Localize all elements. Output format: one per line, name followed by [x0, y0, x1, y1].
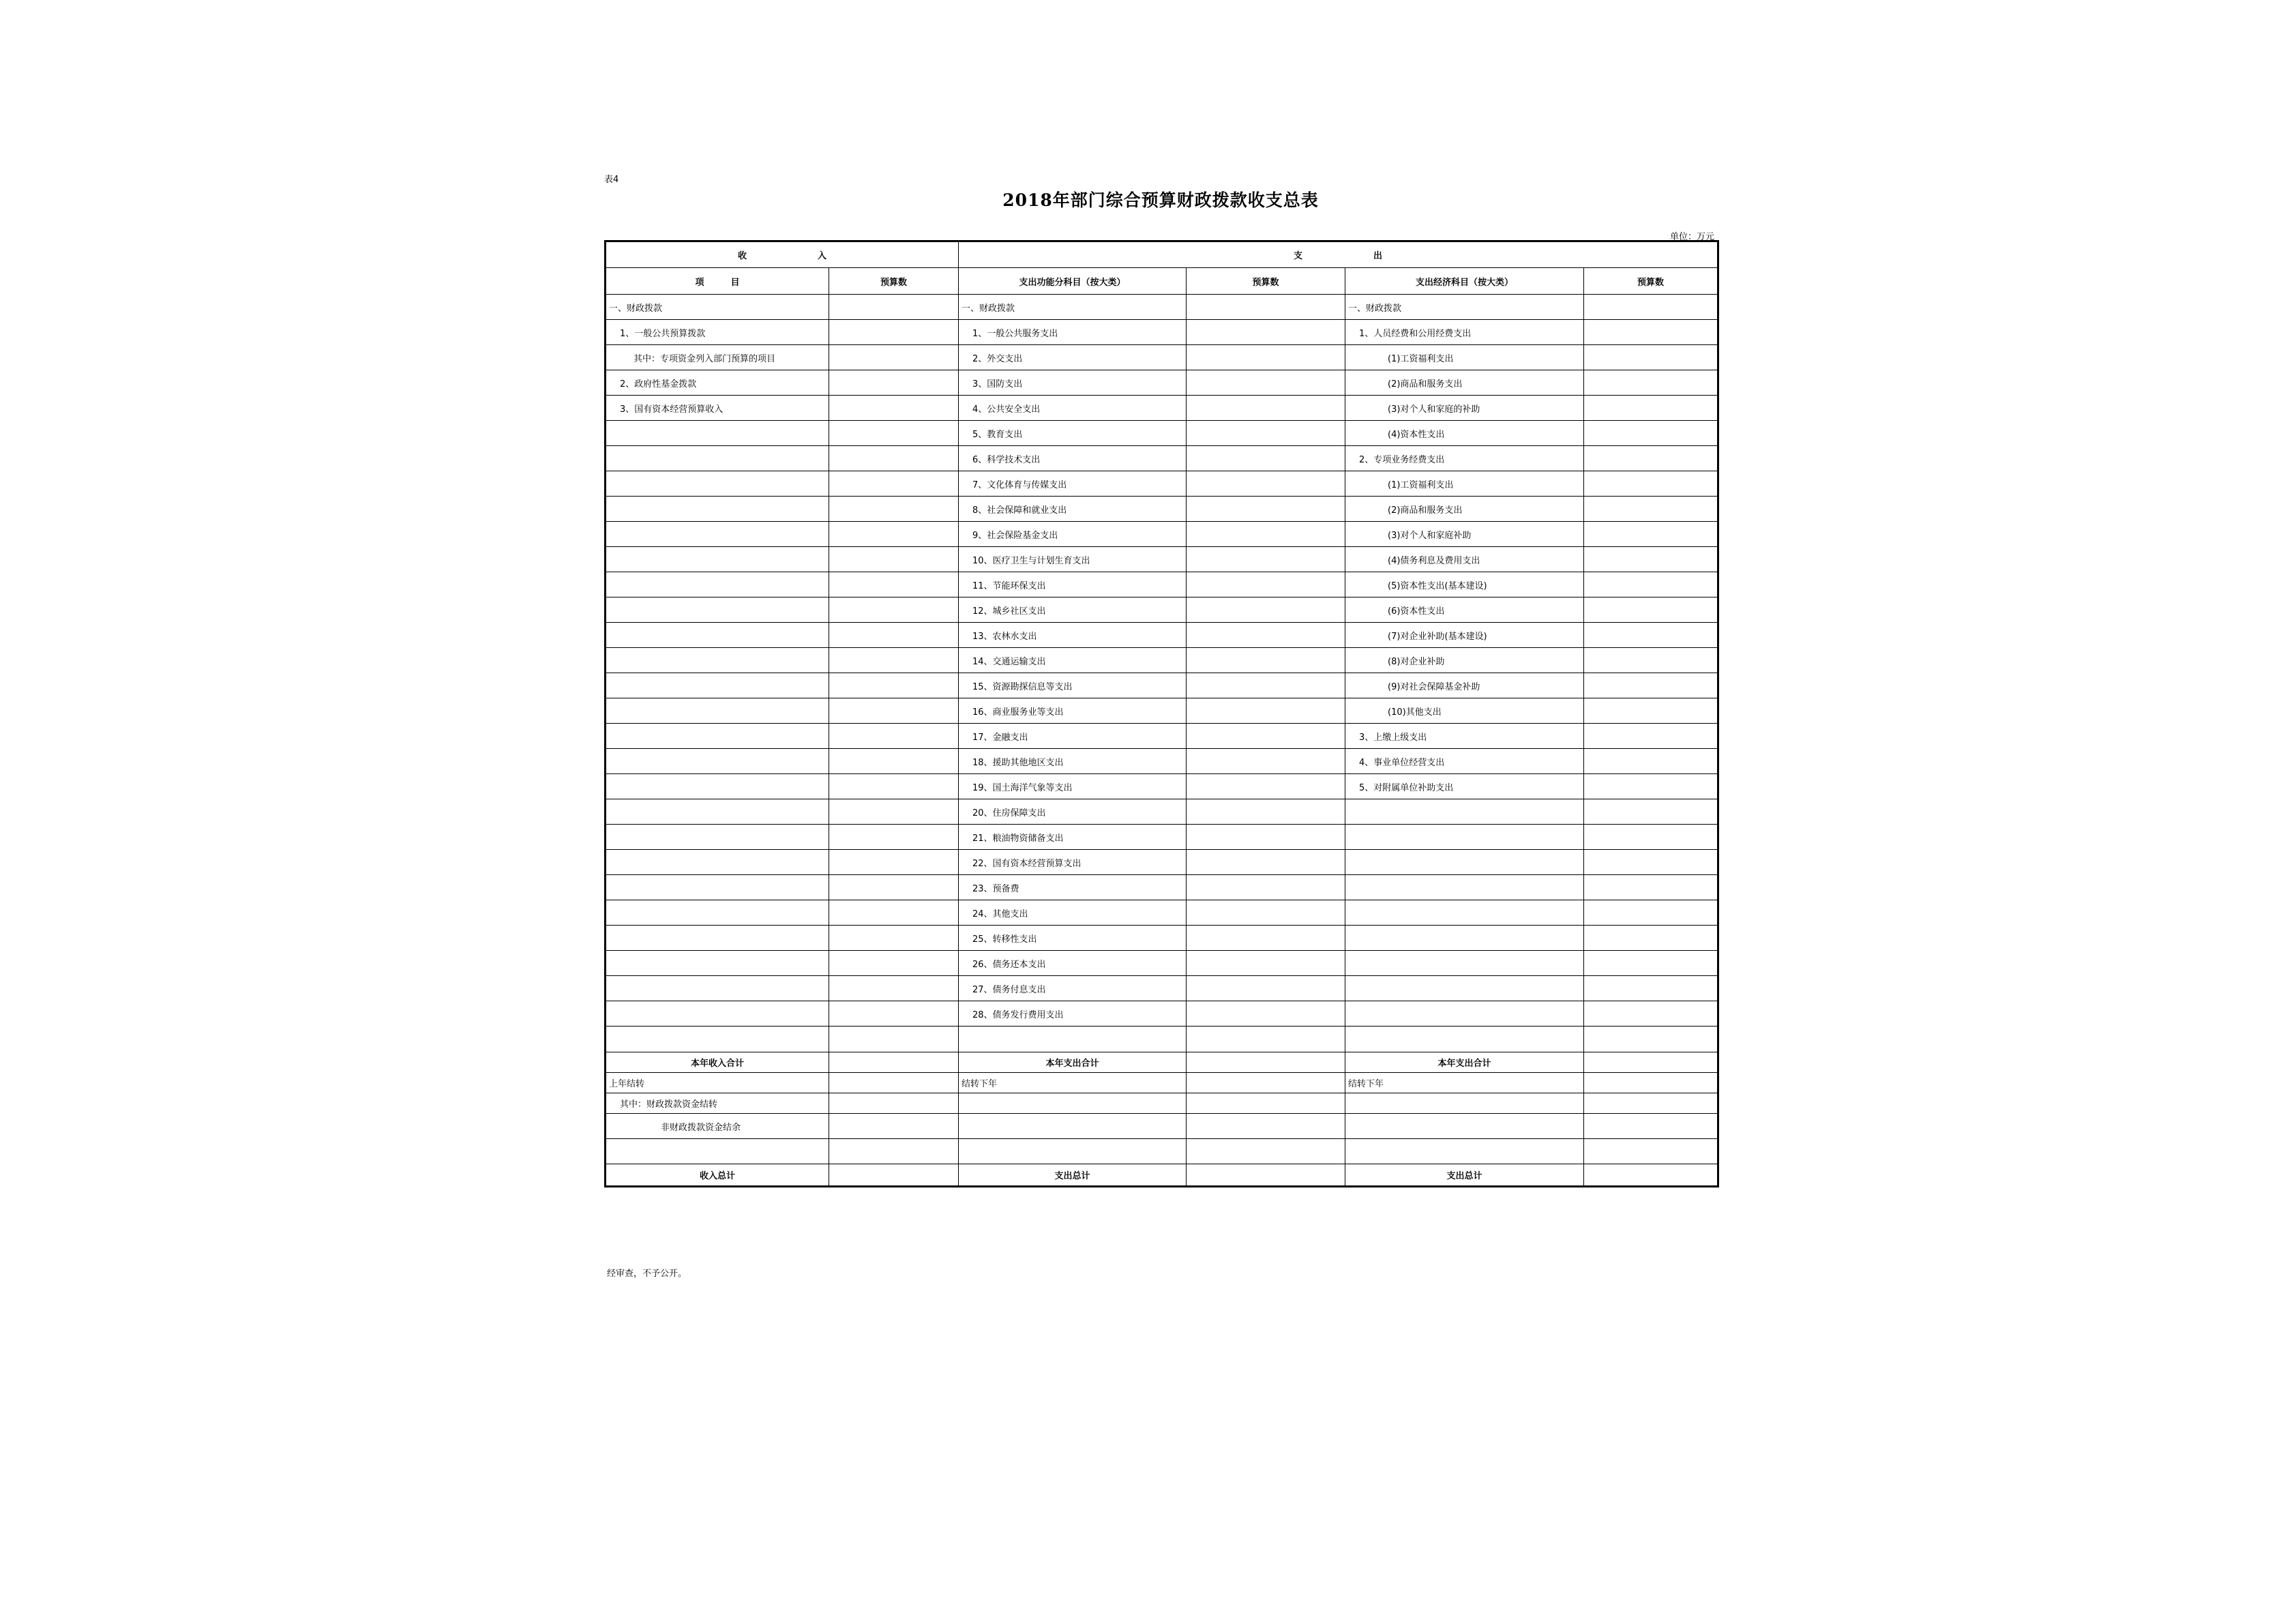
function-item-cell: 13、农林水支出: [959, 623, 1187, 648]
income-section-header: 收 入: [606, 241, 959, 268]
economic-item-cell: (5)资本性支出(基本建设): [1345, 572, 1584, 597]
income-item-cell: [606, 774, 829, 799]
economic-budget-cell: [1584, 875, 1718, 900]
table-number: 表4: [604, 175, 619, 185]
blank-cell: [1187, 1114, 1345, 1139]
function-item-cell: 6、科学技术支出: [959, 446, 1187, 471]
function-budget-cell: [1187, 976, 1345, 1001]
page-title: 2018年部门综合预算财政拨款收支总表: [1002, 190, 1319, 210]
income-item-cell: [606, 926, 829, 951]
function-budget-cell: [1187, 396, 1345, 421]
economic-budget-cell: [1584, 774, 1718, 799]
function-item-cell: 24、其他支出: [959, 900, 1187, 926]
budget-table: [604, 240, 1719, 1187]
income-item-cell: [606, 976, 829, 1001]
economic-budget-cell: [1584, 799, 1718, 825]
table-row: [606, 320, 1718, 345]
function-budget-cell: [1187, 345, 1345, 370]
income-item-cell: [606, 724, 829, 749]
economic-item-cell: [1345, 976, 1584, 1001]
economic-item-cell: (2)商品和服务支出: [1345, 370, 1584, 396]
table-row: [606, 875, 1718, 900]
economic-next-year-carry-value: [1584, 1073, 1718, 1093]
function-budget-cell: [1187, 295, 1345, 320]
table-row: [606, 673, 1718, 698]
table-row: [606, 522, 1718, 547]
economic-grand-total-value: [1584, 1164, 1718, 1187]
income-item-cell: [606, 673, 829, 698]
income-budget-cell: [829, 1027, 959, 1052]
non-fiscal-balance-label: 非财政拨款资金结余: [606, 1114, 829, 1139]
function-item-cell: 28、债务发行费用支出: [959, 1001, 1187, 1027]
income-item-cell: 3、国有资本经营预算收入: [606, 396, 829, 421]
function-budget-cell: [1187, 1001, 1345, 1027]
income-annual-total-label: 本年收入合计: [606, 1052, 829, 1073]
function-budget-cell: [1187, 320, 1345, 345]
fiscal-carry-value: [829, 1093, 959, 1114]
income-budget-cell: [829, 1001, 959, 1027]
function-item-cell: 23、预备费: [959, 875, 1187, 900]
economic-item-cell: [1345, 951, 1584, 976]
income-item-cell: 一、财政拨款: [606, 295, 829, 320]
economic-item-cell: (1)工资福利支出: [1345, 345, 1584, 370]
economic-item-cell: [1345, 926, 1584, 951]
economic-budget-cell: [1584, 421, 1718, 446]
function-next-year-carry-value: [1187, 1073, 1345, 1093]
economic-item-cell: [1345, 799, 1584, 825]
blank-cell: [1345, 1139, 1584, 1164]
function-item-cell: 27、债务付息支出: [959, 976, 1187, 1001]
blank-cell: [1584, 1114, 1718, 1139]
function-budget-cell: [1187, 698, 1345, 724]
function-item-cell: 1、一般公共服务支出: [959, 320, 1187, 345]
income-item-cell: [606, 799, 829, 825]
economic-budget-cell: [1584, 623, 1718, 648]
income-item-cell: [606, 698, 829, 724]
income-budget-cell: [829, 421, 959, 446]
blank-cell: [1345, 1114, 1584, 1139]
income-budget-cell: [829, 572, 959, 597]
function-budget-cell: [1187, 799, 1345, 825]
blank-cell: [959, 1139, 1187, 1164]
section-header-row: [606, 241, 1718, 268]
table-row: [606, 724, 1718, 749]
function-budget-cell: [1187, 522, 1345, 547]
economic-item-cell: 2、专项业务经费支出: [1345, 446, 1584, 471]
function-item-cell: 7、文化体育与传媒支出: [959, 471, 1187, 497]
economic-budget-cell: [1584, 900, 1718, 926]
table-row: [606, 926, 1718, 951]
economic-budget-cell: [1584, 1001, 1718, 1027]
economic-budget-cell: [1584, 976, 1718, 1001]
economic-item-cell: (3)对个人和家庭补助: [1345, 522, 1584, 547]
economic-budget-cell: [1584, 724, 1718, 749]
income-item-cell: [606, 648, 829, 673]
function-item-cell: 5、教育支出: [959, 421, 1187, 446]
economic-next-year-carry-label: 结转下年: [1345, 1073, 1584, 1093]
economic-item-cell: 3、上缴上级支出: [1345, 724, 1584, 749]
income-budget-cell: [829, 471, 959, 497]
function-budget-cell: [1187, 446, 1345, 471]
function-item-cell: 11、节能环保支出: [959, 572, 1187, 597]
income-budget-cell: [829, 345, 959, 370]
function-item-cell: 21、粮油物资储备支出: [959, 825, 1187, 850]
economic-budget-cell: [1584, 396, 1718, 421]
economic-budget-cell: [1584, 673, 1718, 698]
economic-budget-cell: [1584, 572, 1718, 597]
function-item-cell: 4、公共安全支出: [959, 396, 1187, 421]
economic-budget-cell: [1584, 345, 1718, 370]
economic-item-cell: 一、财政拨款: [1345, 295, 1584, 320]
footnote: 经审查，不予公开。: [607, 1269, 687, 1279]
expense-section-header: 支 出: [959, 241, 1718, 268]
function-item-cell: 18、援助其他地区支出: [959, 749, 1187, 774]
income-item-cell: [606, 951, 829, 976]
income-grand-total-label: 收入总计: [606, 1164, 829, 1187]
economic-item-cell: [1345, 825, 1584, 850]
function-item-cell: 26、债务还本支出: [959, 951, 1187, 976]
economic-item-cell: (4)债务利息及费用支出: [1345, 547, 1584, 572]
table-row: [606, 648, 1718, 673]
function-budget-cell: [1187, 623, 1345, 648]
income-item-cell: 1、一般公共预算拨款: [606, 320, 829, 345]
income-item-cell: [606, 471, 829, 497]
blank-cell: [959, 1093, 1187, 1114]
prev-year-carry-value: [829, 1073, 959, 1093]
function-grand-total-value: [1187, 1164, 1345, 1187]
unit-label: 单位：万元: [1669, 232, 1714, 242]
income-budget-cell: [829, 850, 959, 875]
economic-budget-cell: [1584, 1027, 1718, 1052]
economic-budget-cell: [1584, 547, 1718, 572]
col-header-economic-item: 支出经济科目（按大类）: [1345, 268, 1584, 295]
economic-budget-cell: [1584, 295, 1718, 320]
function-item-cell: 22、国有资本经营预算支出: [959, 850, 1187, 875]
economic-item-cell: (6)资本性支出: [1345, 597, 1584, 623]
grand-total-row: [606, 1164, 1718, 1187]
economic-item-cell: (4)资本性支出: [1345, 421, 1584, 446]
income-item-cell: [606, 875, 829, 900]
income-budget-cell: [829, 623, 959, 648]
income-item-cell: 其中：专项资金列入部门预算的项目: [606, 345, 829, 370]
function-budget-cell: [1187, 926, 1345, 951]
income-budget-cell: [829, 875, 959, 900]
blank-cell: [1584, 1093, 1718, 1114]
economic-budget-cell: [1584, 471, 1718, 497]
function-budget-cell: [1187, 1027, 1345, 1052]
function-budget-cell: [1187, 471, 1345, 497]
prev-year-carry-label: 上年结转: [606, 1073, 829, 1093]
table-row: [606, 547, 1718, 572]
economic-budget-cell: [1584, 951, 1718, 976]
table-row: [606, 749, 1718, 774]
income-budget-cell: [829, 295, 959, 320]
function-item-cell: 10、医疗卫生与计划生育支出: [959, 547, 1187, 572]
function-item-cell: 9、社会保险基金支出: [959, 522, 1187, 547]
table-row: [606, 850, 1718, 875]
income-item-cell: [606, 547, 829, 572]
income-annual-total-value: [829, 1052, 959, 1073]
income-budget-cell: [829, 900, 959, 926]
income-budget-cell: [829, 446, 959, 471]
economic-budget-cell: [1584, 926, 1718, 951]
function-budget-cell: [1187, 497, 1345, 522]
economic-item-cell: 5、对附属单位补助支出: [1345, 774, 1584, 799]
carry-over-row: [606, 1073, 1718, 1093]
income-item-cell: [606, 825, 829, 850]
table-row: [606, 799, 1718, 825]
economic-budget-cell: [1584, 648, 1718, 673]
income-budget-cell: [829, 320, 959, 345]
income-budget-cell: [829, 724, 959, 749]
economic-item-cell: (2)商品和服务支出: [1345, 497, 1584, 522]
table-row: [606, 421, 1718, 446]
income-budget-cell: [829, 698, 959, 724]
function-item-cell: 2、外交支出: [959, 345, 1187, 370]
income-budget-cell: [829, 825, 959, 850]
table-row: [606, 370, 1718, 396]
economic-budget-cell: [1584, 370, 1718, 396]
function-annual-total-label: 本年支出合计: [959, 1052, 1187, 1073]
function-budget-cell: [1187, 724, 1345, 749]
table-row: [606, 1001, 1718, 1027]
economic-budget-cell: [1584, 825, 1718, 850]
blank-cell: [1584, 1139, 1718, 1164]
function-item-cell: 12、城乡社区支出: [959, 597, 1187, 623]
economic-item-cell: (8)对企业补助: [1345, 648, 1584, 673]
function-budget-cell: [1187, 673, 1345, 698]
economic-item-cell: [1345, 1001, 1584, 1027]
economic-item-cell: [1345, 875, 1584, 900]
table-row: [606, 951, 1718, 976]
function-budget-cell: [1187, 850, 1345, 875]
income-item-cell: 2、政府性基金拨款: [606, 370, 829, 396]
economic-item-cell: [1345, 850, 1584, 875]
income-budget-cell: [829, 951, 959, 976]
economic-annual-total-label: 本年支出合计: [1345, 1052, 1584, 1073]
economic-annual-total-value: [1584, 1052, 1718, 1073]
economic-budget-cell: [1584, 320, 1718, 345]
blank-cell: [606, 1139, 829, 1164]
economic-item-cell: [1345, 900, 1584, 926]
economic-budget-cell: [1584, 698, 1718, 724]
col-header-income-item: 项 目: [606, 268, 829, 295]
function-budget-cell: [1187, 648, 1345, 673]
table-row: [606, 976, 1718, 1001]
economic-budget-cell: [1584, 850, 1718, 875]
income-grand-total-value: [829, 1164, 959, 1187]
economic-budget-cell: [1584, 446, 1718, 471]
economic-item-cell: (3)对个人和家庭的补助: [1345, 396, 1584, 421]
function-budget-cell: [1187, 370, 1345, 396]
income-budget-cell: [829, 547, 959, 572]
income-budget-cell: [829, 673, 959, 698]
income-budget-cell: [829, 396, 959, 421]
income-item-cell: [606, 623, 829, 648]
function-annual-total-value: [1187, 1052, 1345, 1073]
economic-budget-cell: [1584, 522, 1718, 547]
blank-row: [606, 1139, 1718, 1164]
income-budget-cell: [829, 926, 959, 951]
blank-cell: [1187, 1093, 1345, 1114]
non-fiscal-balance-value: [829, 1114, 959, 1139]
table-row: [606, 396, 1718, 421]
function-budget-cell: [1187, 774, 1345, 799]
economic-item-cell: 1、人员经费和公用经费支出: [1345, 320, 1584, 345]
function-next-year-carry-label: 结转下年: [959, 1073, 1187, 1093]
table-row: [606, 698, 1718, 724]
table-row: [606, 471, 1718, 497]
income-budget-cell: [829, 597, 959, 623]
table-row: [606, 900, 1718, 926]
economic-item-cell: [1345, 1027, 1584, 1052]
income-item-cell: [606, 1001, 829, 1027]
economic-budget-cell: [1584, 597, 1718, 623]
function-item-cell: 3、国防支出: [959, 370, 1187, 396]
function-grand-total-label: 支出总计: [959, 1164, 1187, 1187]
col-header-economic-budget: 预算数: [1584, 268, 1718, 295]
income-item-cell: [606, 597, 829, 623]
income-item-cell: [606, 522, 829, 547]
function-budget-cell: [1187, 900, 1345, 926]
income-item-cell: [606, 421, 829, 446]
function-budget-cell: [1187, 547, 1345, 572]
blank-cell: [1187, 1139, 1345, 1164]
income-budget-cell: [829, 522, 959, 547]
economic-item-cell: (1)工资福利支出: [1345, 471, 1584, 497]
blank-cell: [959, 1114, 1187, 1139]
function-item-cell: 16、商业服务业等支出: [959, 698, 1187, 724]
table-row: [606, 497, 1718, 522]
fiscal-carry-label: 其中：财政拨款资金结转: [606, 1093, 829, 1114]
carry-detail-row: [606, 1114, 1718, 1139]
function-item-cell: 14、交通运输支出: [959, 648, 1187, 673]
table-row: [606, 825, 1718, 850]
function-item-cell: 15、资源勘探信息等支出: [959, 673, 1187, 698]
function-budget-cell: [1187, 875, 1345, 900]
income-item-cell: [606, 497, 829, 522]
table-row: [606, 446, 1718, 471]
income-budget-cell: [829, 976, 959, 1001]
function-item-cell: 19、国土海洋气象等支出: [959, 774, 1187, 799]
table-row: [606, 345, 1718, 370]
income-item-cell: [606, 850, 829, 875]
table-row: [606, 774, 1718, 799]
income-budget-cell: [829, 497, 959, 522]
function-budget-cell: [1187, 597, 1345, 623]
economic-grand-total-label: 支出总计: [1345, 1164, 1584, 1187]
function-budget-cell: [1187, 421, 1345, 446]
income-budget-cell: [829, 774, 959, 799]
economic-item-cell: (10)其他支出: [1345, 698, 1584, 724]
table-row: [606, 1027, 1718, 1052]
income-item-cell: [606, 572, 829, 597]
economic-item-cell: (9)对社会保障基金补助: [1345, 673, 1584, 698]
table-row: [606, 572, 1718, 597]
blank-cell: [829, 1139, 959, 1164]
function-item-cell: 8、社会保障和就业支出: [959, 497, 1187, 522]
annual-total-row: [606, 1052, 1718, 1073]
function-budget-cell: [1187, 749, 1345, 774]
income-item-cell: [606, 1027, 829, 1052]
economic-item-cell: 4、事业单位经营支出: [1345, 749, 1584, 774]
income-budget-cell: [829, 648, 959, 673]
income-item-cell: [606, 900, 829, 926]
function-budget-cell: [1187, 572, 1345, 597]
function-item-cell: 17、金融支出: [959, 724, 1187, 749]
function-item-cell: [959, 1027, 1187, 1052]
table-row: [606, 597, 1718, 623]
function-item-cell: 一、财政拨款: [959, 295, 1187, 320]
economic-budget-cell: [1584, 749, 1718, 774]
function-budget-cell: [1187, 825, 1345, 850]
function-item-cell: 25、转移性支出: [959, 926, 1187, 951]
function-item-cell: 20、住房保障支出: [959, 799, 1187, 825]
col-header-function-item: 支出功能分科目（按大类）: [959, 268, 1187, 295]
income-item-cell: [606, 446, 829, 471]
column-header-row: [606, 268, 1718, 295]
economic-item-cell: (7)对企业补助(基本建设): [1345, 623, 1584, 648]
blank-cell: [1345, 1093, 1584, 1114]
budget-table-body: [606, 241, 1718, 1187]
income-budget-cell: [829, 799, 959, 825]
col-header-income-budget: 预算数: [829, 268, 959, 295]
income-budget-cell: [829, 749, 959, 774]
income-budget-cell: [829, 370, 959, 396]
carry-detail-row: [606, 1093, 1718, 1114]
table-row: [606, 623, 1718, 648]
economic-budget-cell: [1584, 497, 1718, 522]
function-budget-cell: [1187, 951, 1345, 976]
col-header-function-budget: 预算数: [1187, 268, 1345, 295]
income-item-cell: [606, 749, 829, 774]
table-row: [606, 295, 1718, 320]
